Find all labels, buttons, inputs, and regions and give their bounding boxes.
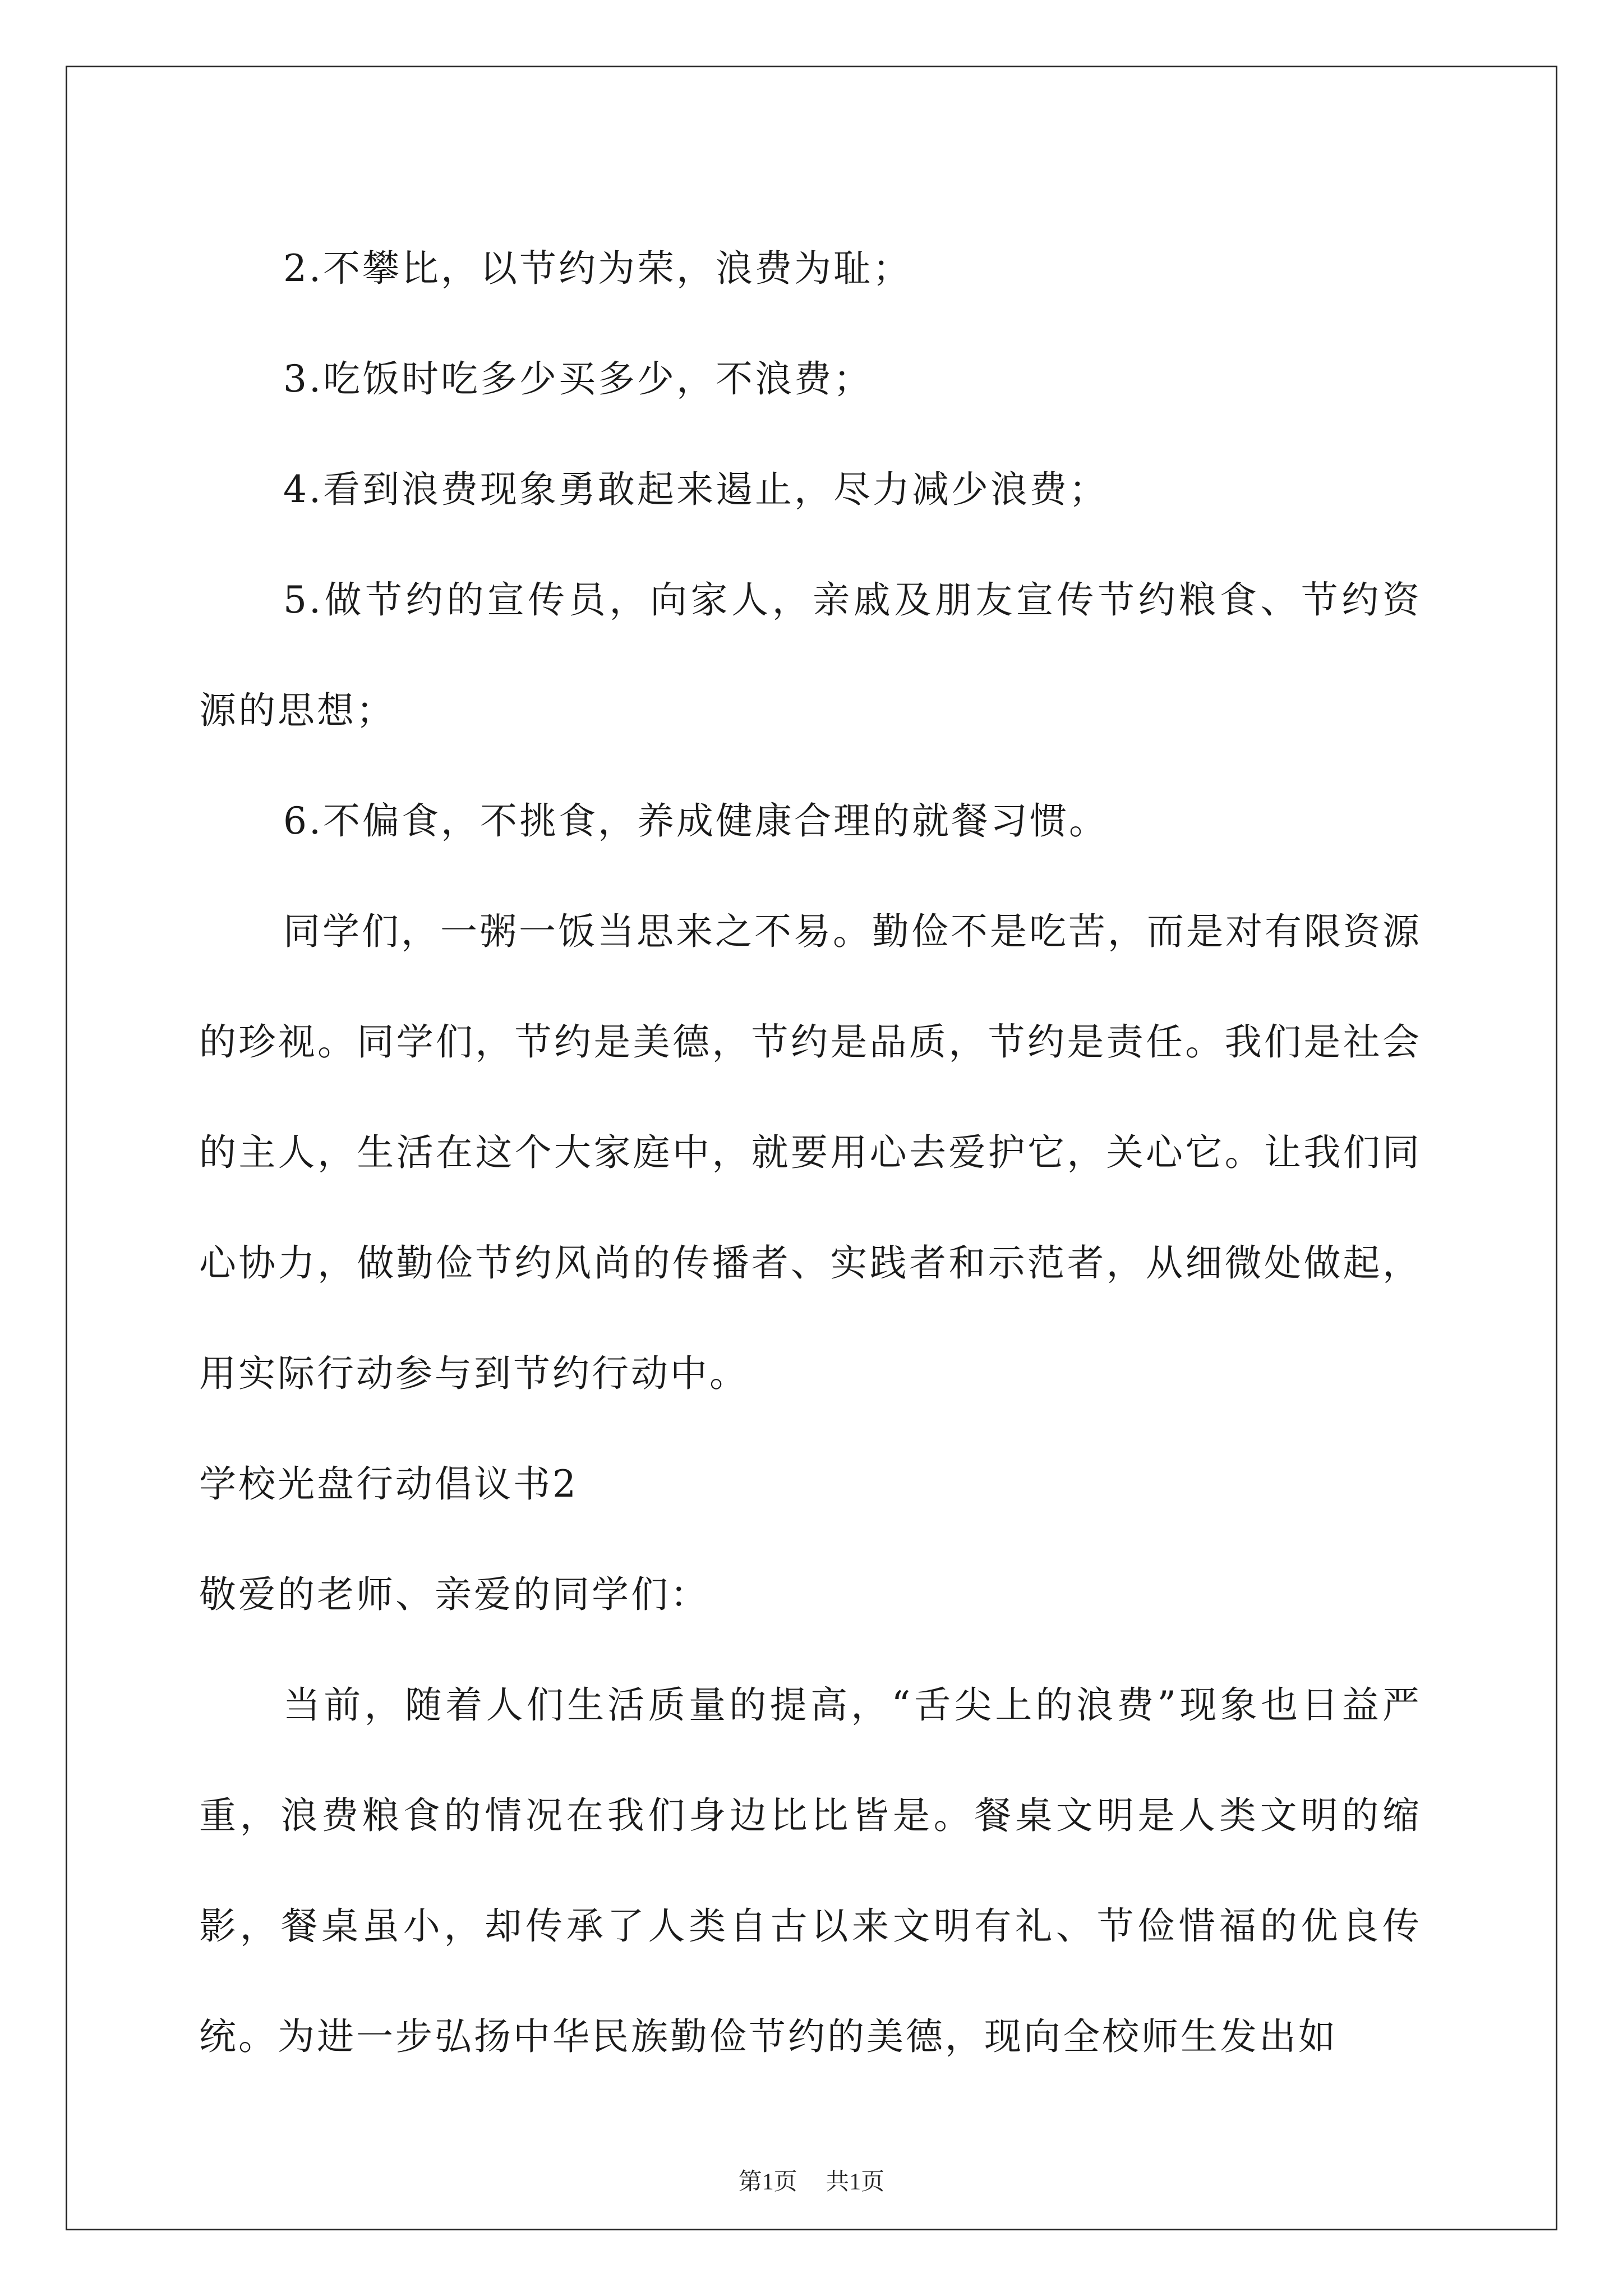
page-footer bbox=[0, 2165, 1623, 2199]
list-item-5: 5.做节约的宣传员，向家人，亲戚及朋友宣传节约粮食、节约资源的思想； bbox=[199, 578, 1422, 732]
list-item-3: 3.吃饭时吃多少买多少，不浪费； bbox=[283, 357, 873, 401]
list-item-2: 2.不攀比，以节约为荣，浪费为耻； bbox=[283, 247, 912, 290]
document-body bbox=[199, 213, 1422, 2092]
salutation: 敬爱的老师、亲爱的同学们： bbox=[199, 1573, 709, 1616]
section-title: 学校光盘行动倡议书2 bbox=[199, 1462, 578, 1506]
list-item-4: 4.看到浪费现象勇敢起来遏止，尽力减少浪费； bbox=[283, 468, 1108, 511]
closing-paragraph: 同学们，一粥一饭当思来之不易。勤俭不是吃苦，而是对有限资源的珍视。同学们，节约是美德，节约是品质，节约是责任。我们是社会的主人，生活在这个大家庭中，就要用心去爱护它，关心它。让我们同心协力，做勤俭节约风尚的传播者、实践者和示范者，从细微处做起，用实际行动参与到节约行动中。 bbox=[199, 910, 1422, 1395]
page-number: 第1页 bbox=[738, 2169, 797, 2195]
list-item-6: 6.不偏食，不挑食，养成健康合理的就餐习惯。 bbox=[283, 799, 1108, 843]
page-total: 共1页 bbox=[826, 2169, 885, 2195]
intro-paragraph: 当前，随着人们生活质量的提高，“舌尖上的浪费”现象也日益严重，浪费粮食的情况在我们身边比比皆是。餐桌文明是人类文明的缩影，餐桌虽小，却传承了人类自古以来文明有礼、节俭惜福的优良传统。为进一步弘扬中华民族勤俭节约的美德，现向全校师生发出如 bbox=[199, 1683, 1422, 2058]
